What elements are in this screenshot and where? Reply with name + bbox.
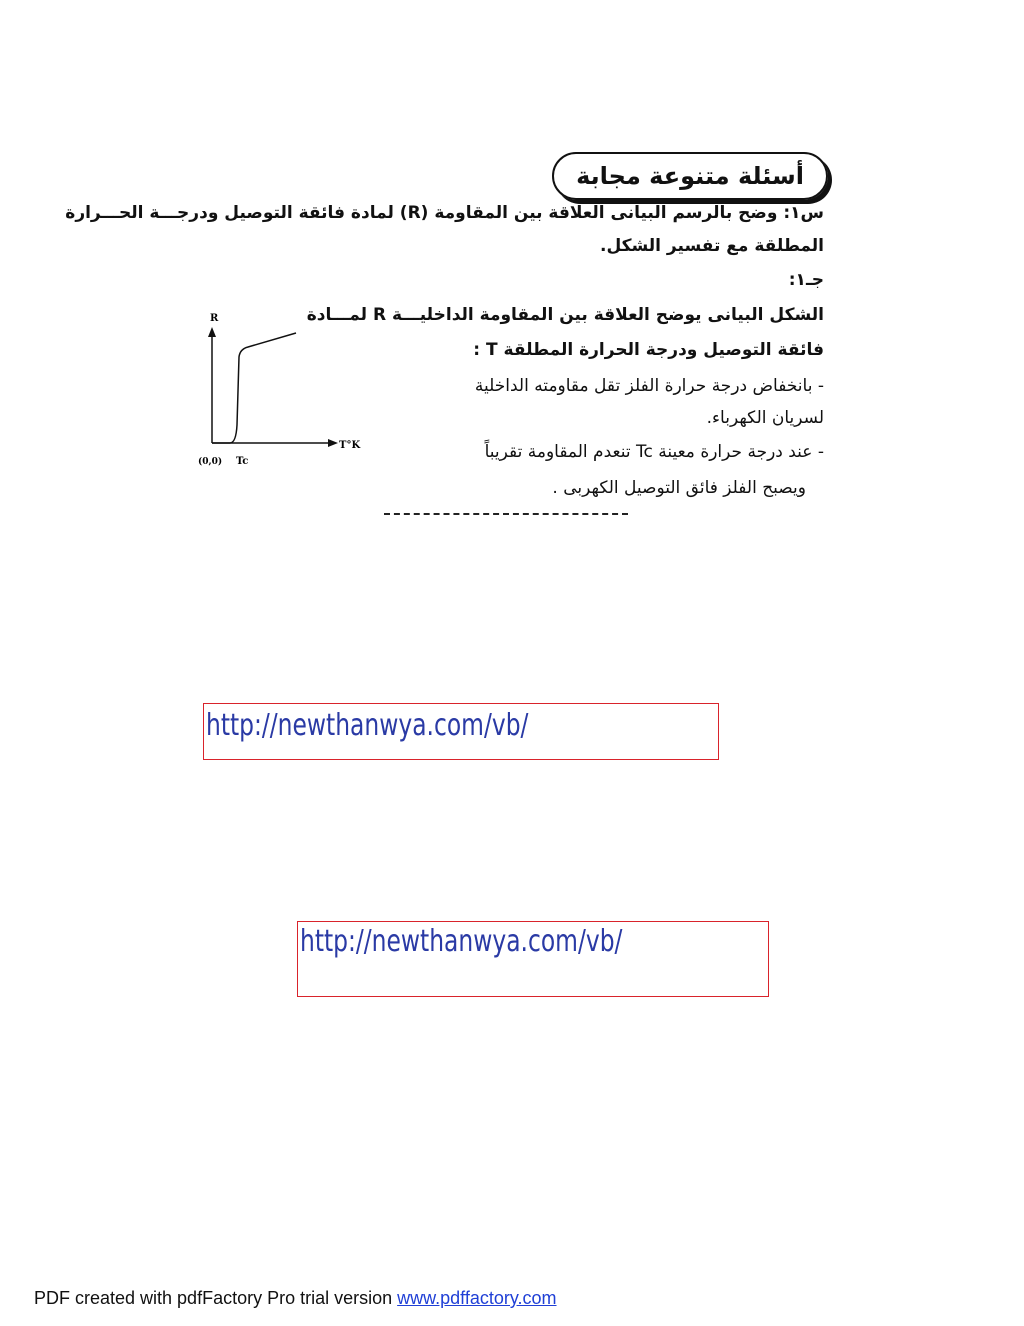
bullet-1-line-2: لسريان الكهرباء. (706, 408, 824, 428)
section-heading-text: أسئلة متنوعة مجابة (576, 162, 804, 190)
x-axis-label: T°K (339, 440, 361, 451)
bullet-2-line-2: ويصبح الفلز فائق التوصيل الكهربى . (552, 478, 806, 498)
resistance-temperature-graph (192, 305, 372, 475)
origin-label: (0,0) (198, 457, 223, 467)
pdf-footer (34, 1288, 557, 1309)
answer-intro-line-1: الشكل البيانى يوضح العلاقة بين المقاومة الداخليـــة R لمـــادة (306, 305, 824, 325)
answer-label: جـ١: (788, 270, 824, 290)
y-axis-label: R (210, 313, 219, 324)
footer-text: PDF created with pdfFactory Pro trial version (34, 1288, 398, 1308)
watermark-link-2[interactable]: http://newthanwya.com/vb/ (300, 924, 623, 959)
footer-link[interactable]: www.pdffactory.com (397, 1288, 557, 1308)
bullet-2-line-1: - عند درجة حرارة معينة Tc تنعدم المقاومة تقريباً (484, 442, 824, 462)
resistance-curve (212, 333, 296, 443)
dashed-divider (384, 513, 628, 515)
y-axis-arrow (208, 327, 216, 337)
bullet-1-line-1: - بانخفاض درجة حرارة الفلز تقل مقاومته الداخلية (474, 376, 824, 396)
watermark-link-box-1 (203, 703, 719, 760)
section-heading (552, 152, 828, 200)
watermark-link-box-2 (297, 921, 769, 997)
x-axis-arrow (328, 439, 338, 447)
tc-label: Tc (236, 456, 249, 467)
watermark-link-1[interactable]: http://newthanwya.com/vb/ (206, 708, 529, 743)
question-line-1: س١: وضح بالرسم البيانى العلاقة بين المقاومة (R) لمادة فائقة التوصيل ودرجـــة الحـــرارة (65, 203, 824, 223)
question-line-2: المطلقة مع تفسير الشكل. (599, 236, 824, 256)
answer-intro-line-2: فائقة التوصيل ودرجة الحرارة المطلقة T : (473, 340, 824, 360)
